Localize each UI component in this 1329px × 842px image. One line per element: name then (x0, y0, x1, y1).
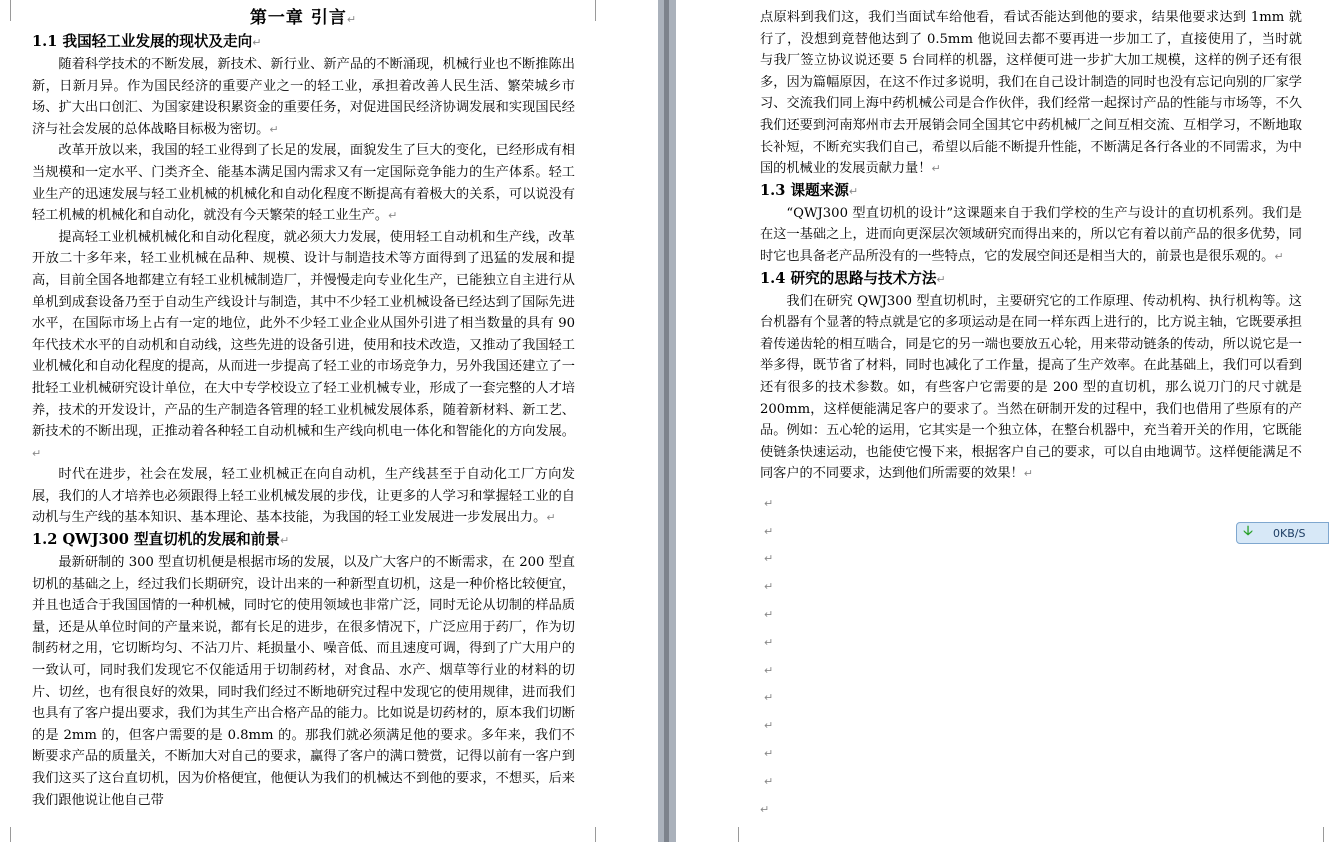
empty-paragraph[interactable]: ↵ (764, 774, 774, 788)
empty-paragraph[interactable]: ↵ (764, 524, 774, 538)
paragraph[interactable]: “QWJ300 型直切机的设计”这课题来自于我们学校的生产与设计的直切机系列。我们是在这一基础之上，进而向更深层次领域研究而得出来的，所以它有着以前产品的很多优势，同时它也具备老产品所没有的一些特点，它的发展空间还是相当大的，前景也是很乐观的。↵ (760, 205, 1302, 264)
page-corner-mark (10, 827, 32, 842)
section-heading-1-3[interactable]: 1.3 课题来源↵ (760, 181, 859, 199)
page-body[interactable] (760, 7, 1302, 826)
chapter-title[interactable]: 第一章 引言↵ (249, 8, 358, 28)
empty-paragraph[interactable]: ↵ (764, 691, 774, 705)
paragraph[interactable]: 提高轻工业机械机械化和自动化程度，就必须大力发展，使用轻工自动机和生产线，改革开放二十多年来，轻工业机械在品种、规模、设计与制造技术等方面得到了迅猛的发展和提高，目前全国各地都建立有轻工业机械制造厂，并慢慢走向专业化生产，已能独立自主进行从单机到成套设备乃至于自动生产线设计与制造，其中不少轻工业机械设备已经达到了国际先进水平，在国际市场上占有一定的地位，此外不少轻工业企业从国外引进了相当数量的具有 90 年代技术水平的自动机和自动线，这些先进的设备引进，使用和技术改造，又推动了我国轻工业机械化和自动化程度的提高，从而进一步提高了轻工业的市场竞争力，另外我国还建立了一批轻工业机械研究设计单位，在大中专学校设立了轻工业机械专业，形成了一套完整的人才培养，技术的开发设计，产品的生产制造各管理的轻工业机械发展体系，随着新材料、新工艺、新技术的不断出现，正推动着各种轻工自动机械和生产线向机电一体化和智能化的方向发展。↵ (32, 229, 575, 460)
document-page-right[interactable] (676, 0, 1329, 842)
empty-paragraph[interactable]: ↵ (760, 802, 770, 816)
section-heading-1-1[interactable]: 1.1 我国轻工业发展的现状及走向↵ (32, 33, 262, 50)
empty-paragraph[interactable]: ↵ (764, 580, 774, 594)
document-page-left[interactable] (0, 0, 658, 842)
network-speed-widget[interactable] (1236, 522, 1329, 544)
empty-paragraph[interactable]: ↵ (764, 635, 774, 649)
empty-paragraph[interactable]: ↵ (764, 747, 774, 761)
network-rate: 0KB/S (1273, 526, 1306, 540)
empty-paragraph[interactable]: ↵ (764, 496, 774, 510)
paragraph[interactable]: 最新研制的 300 型直切机便是根据市场的发展，以及广大客户的不断需求，在 200 型直切机的基础之上，经过我们长期研究，设计出来的一种新型直切机，这是一种价格比较便宜，并且也适合于我国国情的一种机械，同时它的使用领域也非常广泛，同时无论从切制的样品质量，还是从单位时间的产量来说，都有长足的进步，在很多情况下，广泛应用于药厂，作为切制药材之用，它切断均匀、不沾刀片、耗损量小、噪音低、而且速度可调，得到了广大用户的一致认可，同时我们发现它不仅能适用于切制药材，对食品、水产、烟草等行业的材料的切片、切丝，也有很良好的效果，同时我们经过不断地研究过程中发现它的使用规律，进而我们也具有了客户提出要求，我们为其生产出合格产品的能力。比如说是切药材的，原本我们切断的是 2mm 的，但客户需要的是 0.8mm 的。那我们就必须满足他的要求。多年来，我们不断要求产品的质量关，不断加大对自己的要求，赢得了客户的满口赞赏，记得以前有一客户到我们这买了这台直切机，因为价格便宜，他便认为我们的机械达不到他的要求，不想买，后来我们跟他说让他自己带 (32, 555, 575, 808)
page-body[interactable] (32, 7, 575, 811)
download-arrow-icon: 🡣 (1243, 524, 1253, 539)
page-separator (658, 0, 676, 842)
page-corner-mark (1302, 827, 1324, 842)
page-corner-mark (738, 827, 760, 842)
paragraph[interactable]: 随着科学技术的不断发展，新技术、新行业、新产品的不断涌现，机械行业也不断推陈出新，日新月异。作为国民经济的重要产业之一的轻工业，承担着改善人民生活、繁荣城乡市场、扩大出口创汇、为国家建设积累资金的重要任务，对促进国民经济协调发展和实现国民经济与社会发展的总体战略目标极为密切。↵ (32, 57, 575, 137)
empty-paragraph[interactable]: ↵ (764, 719, 774, 733)
page-corner-mark (574, 0, 596, 21)
page-corner-mark (574, 827, 596, 842)
paragraph[interactable]: 时代在进步，社会在发展，轻工业机械正在向自动机，生产线甚至于自动化工厂方向发展，我们的人才培养也必须跟得上轻工业机械发展的步伐，让更多的人学习和掌握轻工业的自动机与生产线的基本知识、基本理论、基本技能，为我国的轻工业发展进一步发展出力。↵ (32, 467, 575, 526)
empty-paragraph[interactable]: ↵ (764, 663, 774, 677)
page-corner-mark (10, 0, 32, 21)
empty-paragraph[interactable]: ↵ (764, 552, 774, 566)
paragraph[interactable]: 点原料到我们这，我们当面试车给他看，看试否能达到他的要求，结果他要求达到 1mm 就行了，没想到竟替他达到了 0.5mm 他说回去都不要再进一步加工了，直接使用了，当时就与我厂签立协议说还要 5 台同样的机器，这样便可进一步扩大加工规模，这样的例子还有很多，因为篇幅原因，在这不作过多说明，我们在自己设计制造的同时也没有忘记向别的厂家学习、交流我们同上海中药机械公司是合作伙伴，我们经常一起探讨产品的性能与市场等，不久我们还要到河南郑州市去开展销会同全国其它中药机械厂之间互相交流、互相学习，不断地取长补短，不断充实我们自己，希望以后能不断提升性能，不断满足各行各业的不同需求，为中国的机械业的发展贡献力量！↵ (760, 10, 1302, 177)
paragraph[interactable]: 改革开放以来，我国的轻工业得到了长足的发展，面貌发生了巨大的变化，已经形成有相当规模和一定水平、门类齐全、能基本满足国内需求又有一定国际竞争能力的生产体系。轻工业生产的迅速发展与轻工业机械的机械化和自动化程度不断提高有着极大的关系，可以说没有轻工机械的机械化和自动化，就没有今天繁荣的轻工业生产。↵ (32, 143, 575, 224)
section-heading-1-4[interactable]: 1.4 研究的思路与技术方法↵ (760, 269, 946, 287)
section-heading-1-2[interactable]: 1.2 QWJ300 型直切机的发展和前景↵ (32, 531, 290, 549)
empty-paragraph[interactable]: ↵ (764, 608, 774, 622)
paragraph[interactable]: 我们在研究 QWJ300 型直切机时，主要研究它的工作原理、传动机构、执行机构等。这台机器有个显著的特点就是它的多项运动是在同一样东西上进行的，比方说主轴，它既要承担着传递齿轮的相互啮合，同是它的另一端也要放五心轮，用来带动链条的传动，所以说它是一举多得，既节省了材料，同时也减化了工作量，提高了生产效率。在此基础上，我们可以看到还有很多的技术参数。如，有些客户它需要的是 200 型的直切机，那么说刀门的尺寸就是 200mm，这样便能满足客户的要求了。当然在研制开发的过程中，我们也借用了些原有的产品。例如：五心轮的运用，它其实是一个独立体，在整台机器中，充当着开关的作用，它既能使链条快速运动，也能使它慢下来，根据客户自己的要求，可以自由地调节。这样便能满足不同客户的不同要求，达到他们所需要的效果！↵ (760, 293, 1302, 482)
